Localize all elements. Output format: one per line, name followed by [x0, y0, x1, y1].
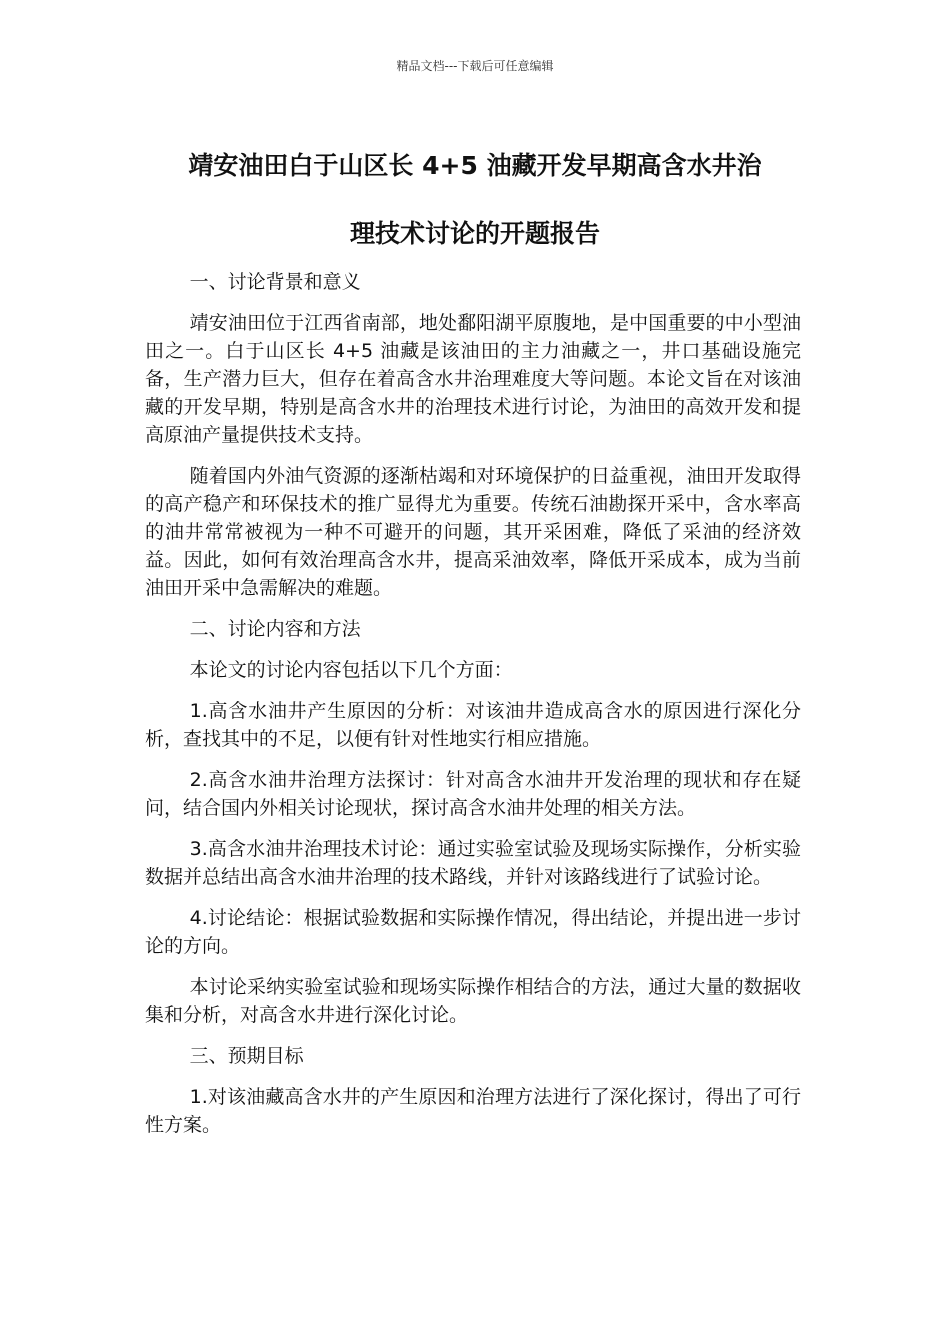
section-heading-background: 一、讨论背景和意义	[189, 271, 361, 293]
list-item: 1.高含水油井产生原因的分析：对该油井造成高含水的原因进行深化分析，查找其中的不足，以便有针对性地实行相应措施。	[145, 700, 801, 750]
document-body	[145, 268, 801, 1152]
section-heading-content-method: 二、讨论内容和方法	[189, 618, 361, 640]
document-title	[130, 132, 820, 268]
title-line-1: 靖安油田白于山区长 4+5 油藏开发早期高含水井治	[188, 151, 762, 180]
page-header: 精品文档---下载后可任意编辑	[396, 59, 554, 73]
list-item: 2.高含水油井治理方法探讨：针对高含水油井开发治理的现状和存在疑问，结合国内外相关讨论现状，探讨高含水油井处理的相关方法。	[145, 769, 801, 819]
paragraph: 本讨论采纳实验室试验和现场实际操作相结合的方法，通过大量的数据收集和分析，对高含水井进行深化讨论。	[145, 976, 801, 1026]
paragraph: 随着国内外油气资源的逐渐枯竭和对环境保护的日益重视，油田开发取得的高产稳产和环保技术的推广显得尤为重要。传统石油勘探开采中，含水率高的油井常常被视为一种不可避开的问题，其开采困难，降低了采油的经济效益。因此，如何有效治理高含水井，提高采油效率，降低开采成本，成为当前油田开采中急需解决的难题。	[145, 465, 801, 599]
paragraph: 靖安油田位于江西省南部，地处鄱阳湖平原腹地，是中国重要的中小型油田之一。白于山区长 4+5 油藏是该油田的主力油藏之一，井口基础设施完备，生产潜力巨大，但存在着高含水井治理难度大等问题。本论文旨在对该油藏的开发早期，特别是高含水井的治理技术进行讨论，为油田的高效开发和提高原油产量提供技术支持。	[145, 312, 801, 446]
list-item: 3.高含水油井治理技术讨论：通过实验室试验及现场实际操作，分析实验数据并总结出高含水油井治理的技术路线，并针对该路线进行了试验讨论。	[145, 838, 801, 888]
list-item: 1.对该油藏高含水井的产生原因和治理方法进行了深化探讨，得出了可行性方案。	[145, 1086, 801, 1136]
section-heading-goals: 三、预期目标	[189, 1045, 304, 1067]
paragraph: 本论文的讨论内容包括以下几个方面：	[189, 659, 513, 681]
title-line-2: 理技术讨论的开题报告	[349, 219, 600, 248]
list-item: 4.讨论结论：根据试验数据和实际操作情况，得出结论，并提出进一步讨论的方向。	[145, 907, 801, 957]
